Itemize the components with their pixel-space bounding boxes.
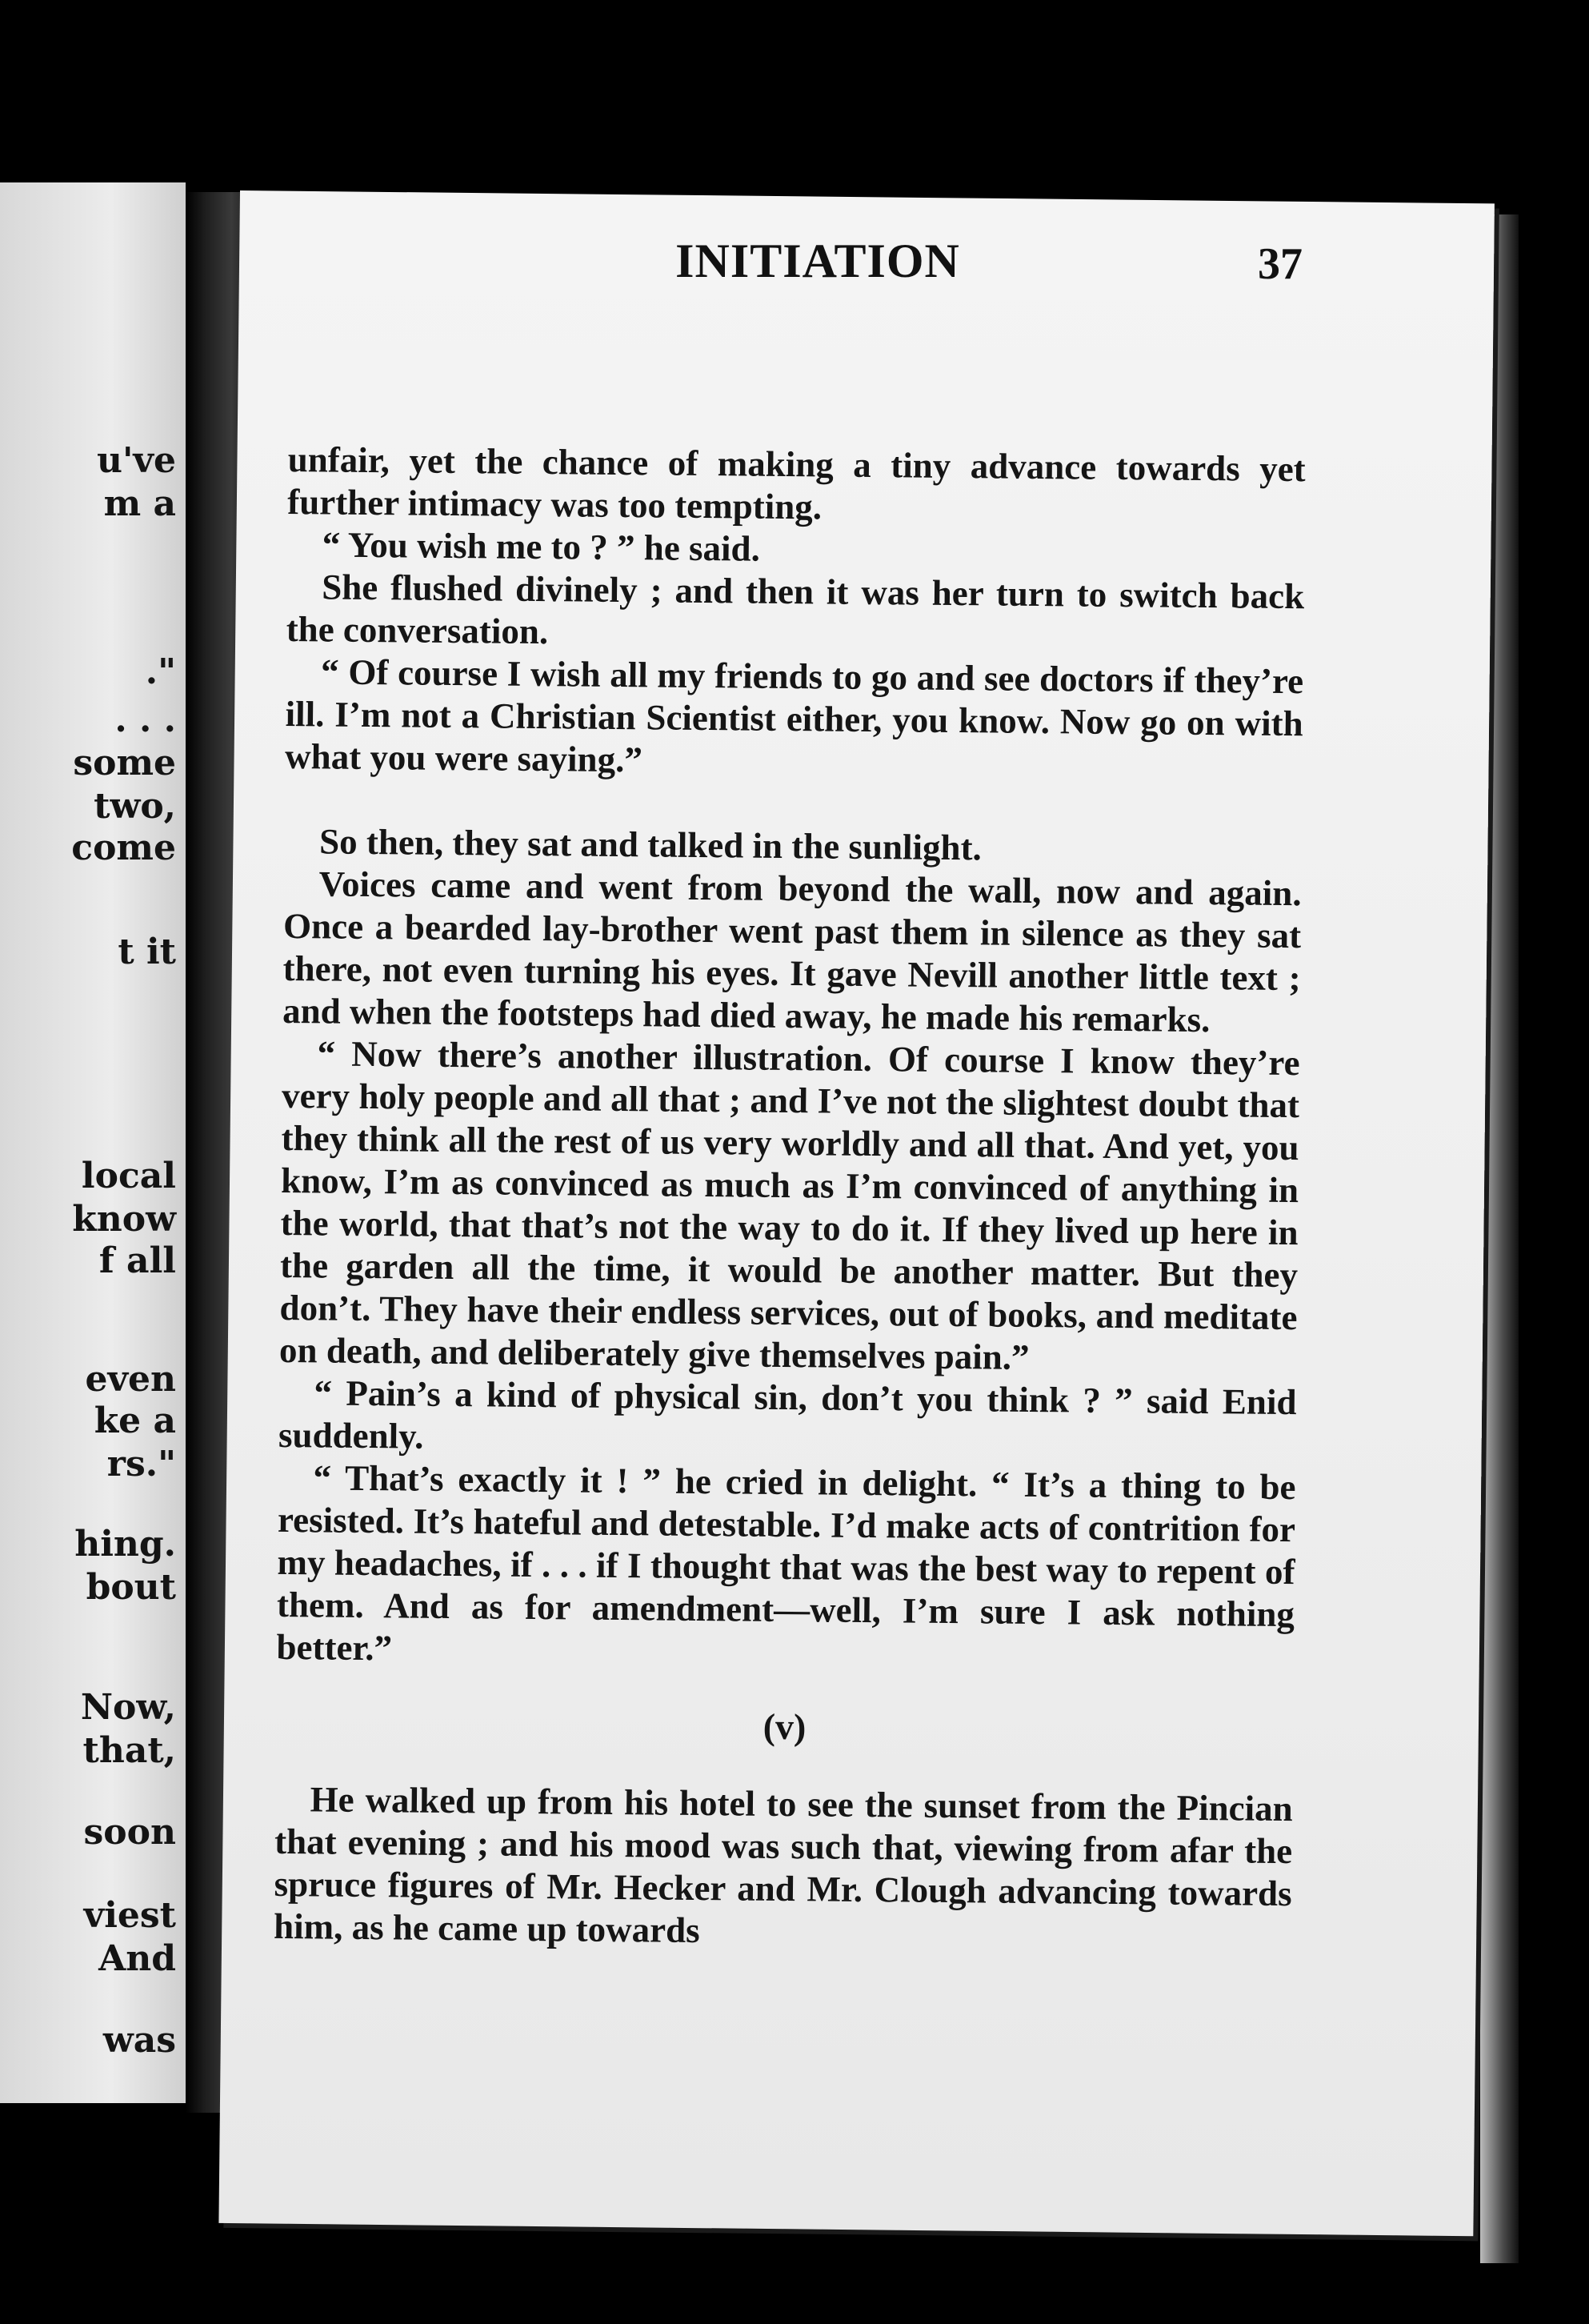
- paragraph: So then, they sat and talked in the sunlight.: [318, 821, 983, 868]
- left-page-fragment: some: [73, 743, 176, 783]
- left-page-fragment: .": [145, 651, 176, 692]
- left-page-fragment: even: [85, 1359, 176, 1400]
- left-page-fragment: Now,: [80, 1687, 176, 1728]
- section-number: (v): [762, 1705, 807, 1748]
- left-page-fragment: that,: [82, 1730, 176, 1771]
- paragraph: He walked up from his hotel to see the sunset from the Pincian that evening ; and his mood was such that, viewing from afar the spruce figures of Mr. Hecker and Mr. Clough advancing towards him, as he came up towards: [273, 1779, 1293, 1951]
- left-page-fragment: t it: [118, 932, 176, 972]
- facing-page-left: [0, 182, 186, 2103]
- paragraph: “ Now there’s another illustration. Of course I know they’re very holy people and all that ; and I’ve not the slightest doubt that they think all the rest of us very worldly and all that. And yet, you know, I’m as convinced as much as I’m convinced of anything in the world, that that’s not the way to do it. If they lived up here in the garden all the time, it would be another matter. But they don’t. They have their endless services, out of books, and meditate on death, and deliberately give themselves pain.”: [278, 1033, 1300, 1377]
- paragraph: Voices came and went from beyond the wall, now and again. Once a bearded lay-brother went past them in silence as they sat there, not even turning his eyes. It gave Nevill another little text ; and when the footsteps had died away, he made his remarks.: [282, 863, 1302, 1040]
- paragraph: unfair, yet the chance of making a tiny advance towards yet further intimacy was too tempting.: [287, 439, 1306, 527]
- page-body-text: [274, 439, 1306, 1957]
- left-page-fragment: u've: [96, 440, 176, 481]
- paragraph: “ That’s exactly it ! ” he cried in delight. “ It’s a thing to be resisted. It’s hateful and detestable. I’d make acts of contrition for my headaches, if . . . if I thought that was the best way to repent of them. And as for amendment—well, I’m sure I ask nothing better.”: [276, 1457, 1296, 1669]
- left-page-fragment: local: [81, 1156, 176, 1196]
- left-page-fragment: rs.": [106, 1444, 176, 1485]
- left-page-fragment: viest: [83, 1895, 176, 1936]
- left-page-fragment: bout: [86, 1567, 176, 1608]
- running-head: INITIATION: [675, 234, 960, 287]
- paragraph: “ You wish me to ? ” he said.: [322, 524, 761, 569]
- paragraph: “ Of course I wish all my friends to go and see doctors if they’re ill. I’m not a Christian Scientist either, you know. Now go on with what you were saying.”: [284, 651, 1304, 780]
- left-page-fragment: . . .: [114, 699, 176, 740]
- page-number: 37: [1258, 239, 1303, 289]
- left-page-fragment: come: [71, 827, 176, 868]
- left-page-fragment: was: [102, 2020, 176, 2061]
- left-page-fragment: soon: [83, 1812, 176, 1853]
- left-page-fragment: two,: [94, 786, 176, 827]
- left-page-fragment: f all: [98, 1240, 176, 1281]
- left-page-fragment: know: [72, 1199, 176, 1240]
- left-page-fragment: m a: [103, 483, 176, 524]
- left-page-fragment: ke a: [94, 1400, 176, 1441]
- left-page-fragment: hing.: [74, 1524, 176, 1565]
- paragraph: She flushed divinely ; and then it was her turn to switch back the conversation.: [286, 567, 1305, 652]
- left-page-fragment: And: [98, 1938, 176, 1979]
- paragraph: “ Pain’s a kind of physical sin, don’t you think ? ” said Enid suddenly.: [278, 1372, 1297, 1457]
